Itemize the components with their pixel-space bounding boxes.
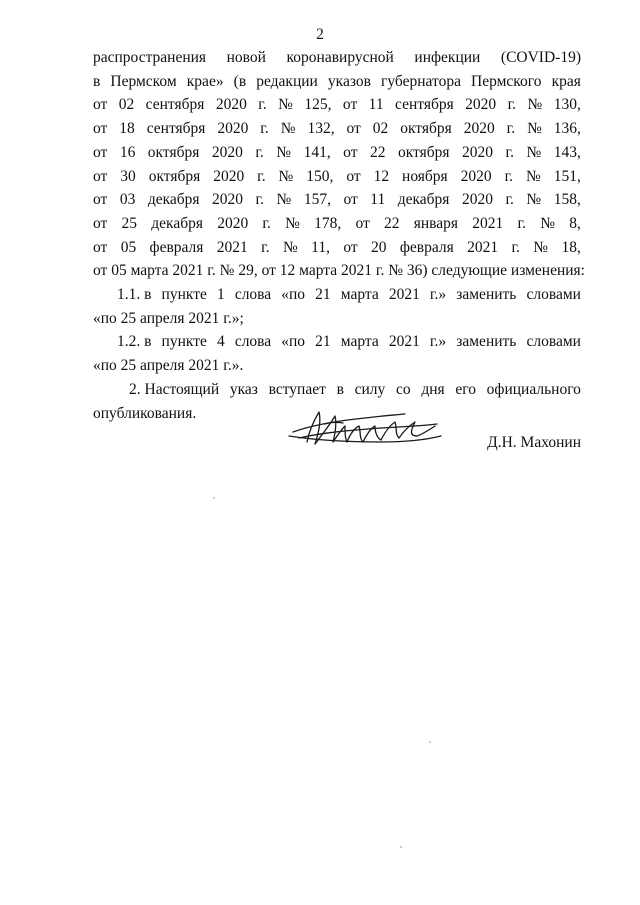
word: официального: [486, 380, 581, 398]
word: от: [93, 96, 108, 114]
text-line-2: [93, 70, 581, 94]
word: г.: [261, 238, 270, 256]
word: редакции: [256, 72, 318, 90]
word: 02: [372, 120, 389, 138]
word: 2020: [462, 143, 493, 161]
word: №: [278, 96, 293, 114]
word: словами: [526, 286, 581, 304]
word: в: [336, 380, 344, 398]
word: 03: [119, 191, 136, 209]
word: 05: [120, 238, 137, 256]
text-line-3: [93, 93, 581, 117]
word: 2020: [465, 96, 497, 114]
word: (COVID-19): [500, 49, 581, 66]
word: 2020: [215, 96, 247, 114]
word: 02: [118, 96, 135, 114]
word: 2020: [211, 143, 243, 161]
signer-name: Д.Н. Махонин: [487, 434, 581, 451]
word: №: [533, 238, 549, 256]
word: от: [93, 167, 108, 185]
word: 158,: [553, 191, 581, 209]
word: 2021: [472, 214, 504, 232]
word: г.: [506, 120, 516, 138]
word: 2021: [388, 333, 420, 351]
word: коронавирусной: [286, 49, 394, 66]
word: ноября: [402, 167, 448, 185]
text-line-7: [93, 188, 581, 212]
word: от: [343, 143, 358, 161]
word: января: [413, 214, 459, 232]
word: его: [455, 380, 476, 398]
word: №: [526, 191, 542, 209]
word: 30: [120, 167, 136, 185]
word: №: [285, 214, 300, 232]
word: слова: [234, 286, 272, 304]
item-1-1-end: «по 25 апреля 2021 г.»;: [93, 309, 244, 327]
word: г.: [504, 167, 514, 185]
word: г.: [258, 96, 267, 114]
word: 25: [121, 214, 138, 232]
word: от: [346, 167, 361, 185]
word: 12: [373, 167, 390, 185]
word: 125,: [304, 96, 332, 114]
word: от: [93, 120, 108, 138]
word: пункте: [161, 286, 207, 304]
word: 178,: [314, 214, 342, 232]
word: 2021: [467, 238, 499, 256]
word: 130,: [553, 96, 581, 114]
word: декабря: [151, 214, 203, 232]
word: края: [551, 72, 581, 90]
word: «по: [281, 333, 306, 351]
page-number: 2: [316, 26, 324, 43]
word: 18,: [561, 238, 581, 256]
text-line-4: [93, 117, 581, 141]
word: 2020: [217, 214, 249, 232]
word: 22: [384, 214, 400, 232]
word: 11: [370, 191, 386, 209]
word: Пермском: [110, 72, 177, 90]
word: инфекции: [414, 49, 481, 66]
word: от: [93, 238, 108, 256]
word: от: [346, 120, 361, 138]
word: №: [526, 167, 541, 185]
word: словами: [526, 333, 581, 351]
text-line-9: [93, 236, 581, 260]
scan-speck: [400, 846, 402, 848]
word: 2020: [463, 120, 495, 138]
word: новой: [226, 49, 266, 66]
item-2-end: опубликования.: [93, 404, 197, 422]
word: №: [276, 191, 292, 209]
word: г.: [262, 214, 271, 232]
decree-body: [93, 46, 585, 425]
word: сентября: [146, 120, 206, 138]
word: 2021: [388, 286, 420, 304]
word: (в: [233, 72, 247, 90]
word: октября: [400, 120, 452, 138]
word: декабря: [397, 191, 450, 209]
word: г.: [255, 191, 265, 209]
word: 18: [119, 120, 135, 138]
word: г.: [505, 191, 514, 209]
word: 2020: [461, 191, 493, 209]
word: г.: [511, 238, 520, 256]
word: силу: [354, 380, 386, 398]
word: марта: [340, 286, 379, 304]
word: сентября: [145, 96, 205, 114]
word: 2020: [460, 167, 492, 185]
word: №: [526, 143, 542, 161]
word: сентября: [395, 96, 454, 114]
word: 150,: [306, 167, 334, 185]
scan-speck: [429, 741, 431, 743]
word: 143,: [553, 143, 581, 161]
word: №: [527, 120, 542, 138]
scan-speck: [213, 497, 215, 499]
word: 22: [369, 143, 386, 161]
word: г.»: [429, 286, 447, 304]
word: губернатора: [381, 72, 461, 90]
word: слова: [234, 333, 272, 351]
word: от: [343, 238, 358, 256]
word: со: [395, 380, 411, 398]
word: марта: [340, 333, 379, 351]
word: №: [527, 96, 543, 114]
word: пункте: [161, 333, 207, 351]
word: вступает: [268, 380, 326, 398]
text-line-6: [93, 165, 581, 189]
item-1-2-end: «по 25 апреля 2021 г.».: [93, 357, 244, 375]
word: №: [282, 238, 298, 256]
word: 2020: [217, 120, 249, 138]
item-1-1: [93, 283, 581, 307]
word: октября: [148, 167, 201, 185]
word: г.: [257, 167, 266, 185]
word: от: [93, 214, 108, 232]
word: 4: [216, 333, 225, 351]
word: №: [278, 167, 294, 185]
word: 21: [315, 333, 331, 351]
word: 136,: [553, 120, 581, 138]
word: г.: [505, 143, 514, 161]
word: в: [93, 72, 101, 90]
word: февраля: [149, 238, 204, 256]
word: 151,: [553, 167, 581, 185]
word: Пермского: [471, 72, 542, 90]
word: 16: [119, 143, 136, 161]
word: заменить: [456, 333, 517, 351]
word: г.: [255, 143, 264, 161]
text-line-8: [93, 212, 581, 236]
word: 11: [368, 96, 384, 114]
word: декабря: [147, 191, 200, 209]
word: 1.2. в: [117, 333, 152, 351]
word: 2020: [213, 167, 245, 185]
word: 132,: [307, 120, 335, 138]
handwritten-signature: [285, 402, 445, 462]
word: дня: [421, 380, 445, 398]
word: 1: [216, 286, 225, 304]
word: №: [276, 143, 292, 161]
word: 157,: [303, 191, 331, 209]
word: г.: [517, 214, 526, 232]
word: указ: [229, 380, 258, 398]
word: г.»: [429, 333, 447, 351]
word: №: [540, 214, 555, 232]
word: 1.1. в: [117, 286, 152, 304]
word: 2. Настоящий: [129, 380, 220, 398]
item-1-2: [93, 330, 581, 354]
word: от: [343, 191, 358, 209]
word: октября: [147, 143, 200, 161]
word: г.: [507, 96, 517, 114]
word: от: [93, 191, 108, 209]
word: февраля: [399, 238, 454, 256]
text-line-1: [93, 46, 581, 70]
word: 11,: [311, 238, 330, 256]
item-2: [93, 378, 581, 402]
word: №: [280, 120, 296, 138]
text-line-10: от 05 марта 2021 г. № 29, от 12 марта 2021 г. № 36) следующие изменения:: [93, 262, 585, 280]
text-line-5: [93, 141, 581, 165]
word: от: [342, 96, 358, 114]
word: «по: [281, 286, 306, 304]
word: 20: [371, 238, 387, 256]
word: октября: [397, 143, 450, 161]
word: крае»: [186, 72, 224, 90]
word: заменить: [456, 286, 517, 304]
word: г.: [260, 120, 269, 138]
word: от: [355, 214, 370, 232]
word: 8,: [569, 214, 581, 232]
word: от: [93, 143, 108, 161]
word: указов: [327, 72, 371, 90]
word: 2020: [212, 191, 244, 209]
word: 2021: [216, 238, 248, 256]
word: 141,: [303, 143, 331, 161]
word: 21: [315, 286, 331, 304]
word: распространения: [93, 49, 207, 66]
